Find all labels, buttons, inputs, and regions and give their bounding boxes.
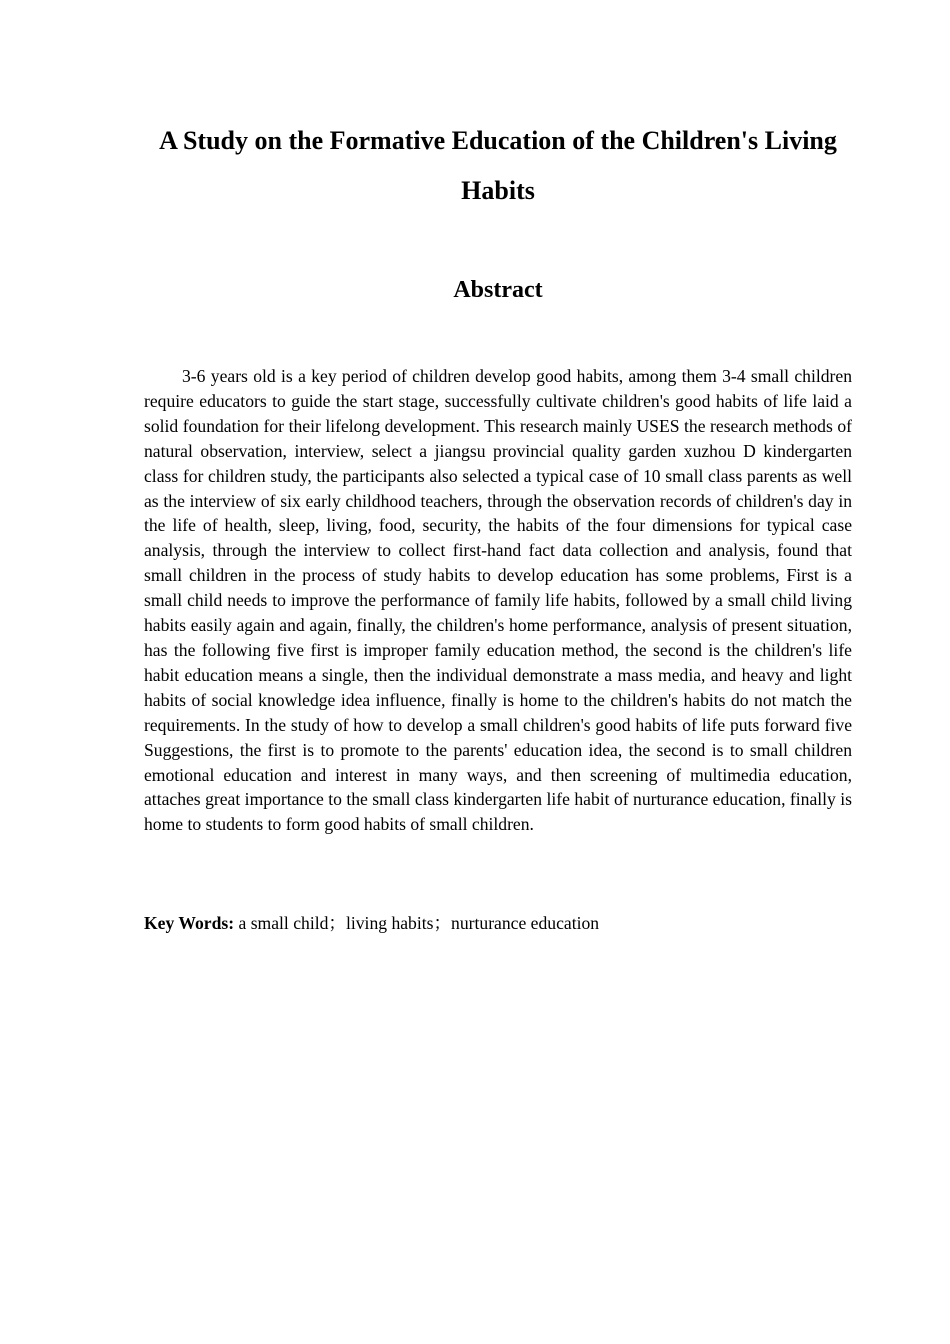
abstract-body: 3-6 years old is a key period of children develop good habits, among them 3-4 small children require educators to guide the start stage, successfully cultivate children's good habits of life laid a solid foundation for their lifelong development. This research mainly USES the research methods of natural observation, interview, select a jiangsu provincial quality garden xuzhou D kindergarten class for children study, the participants also selected a typical case of 10 small class parents as well as the interview of six early childhood teachers, through the observation records of children's day in the life of health, sleep, living, food, security, the habits of the four dimensions for typical case analysis, through the interview to collect first-hand fact data collection and analysis, found that small children in the process of study habits to develop education has some problems, First is a small child needs to improve the performance of family life habits, followed by a small child living habits easily again and again, finally, the children's home performance, analysis of present situation, has the following five first is improper family education method, the second is the children's life habit education means a single, then the individual demonstrate a mass media, and heavy and light habits of social knowledge idea influence, finally is home to the children's habits do not match the requirements. In the study of how to develop a small children's good habits of life puts forward five Suggestions, the first is to promote to the parents' education idea, the second is to small children emotional education and interest in many ways, and then screening of multimedia education, attaches great importance to the small class kindergarten life habit of nurturance education, finally is home to students to form good habits of small children. [144,366,852,835]
abstract-heading: Abstract [453,277,543,303]
keywords-label: Key Words: [144,913,235,933]
keywords-line [144,911,852,936]
paper-title: A Study on the Formative Education of the Children's Living Habits [159,126,837,205]
keywords-text: a small child；living habits；nurturance education [234,913,600,933]
